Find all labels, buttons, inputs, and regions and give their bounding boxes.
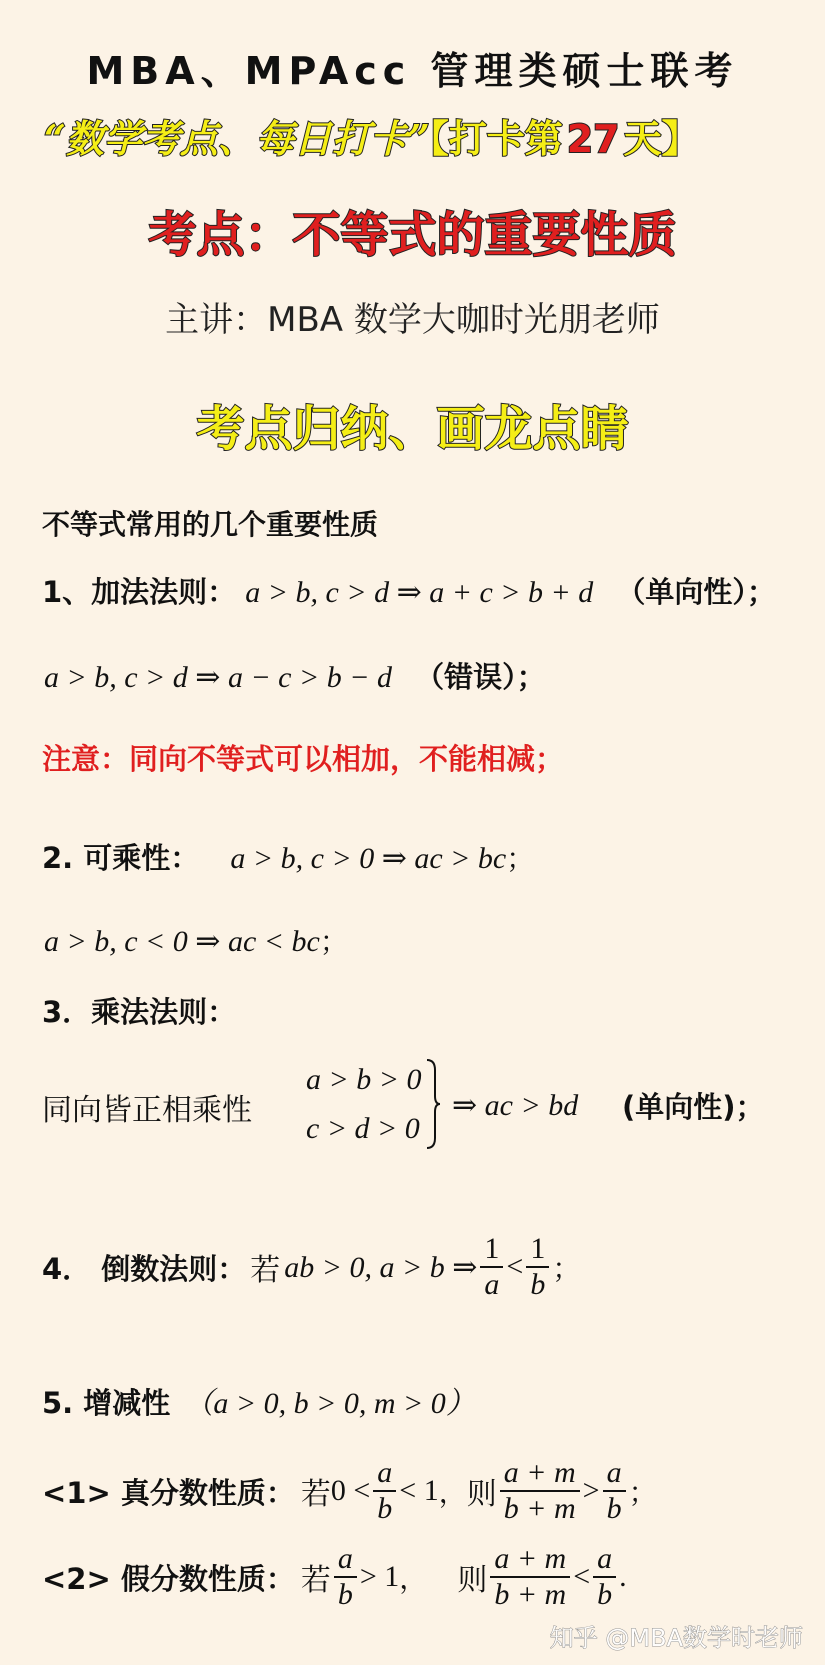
rule-2b-semicolon: ； — [319, 925, 348, 958]
rule-2-semicolon: ； — [506, 842, 535, 875]
rule-2-line — [42, 836, 534, 877]
fraction-denominator: b — [593, 1576, 616, 1612]
rule-4-if: 若 — [250, 1253, 281, 1288]
topic-title: 考点：不等式的重要性质 — [148, 207, 677, 263]
fraction-numerator: a — [377, 1456, 393, 1489]
rule-5b-comma: ， — [399, 1562, 428, 1595]
lecturer-line: 主讲：MBA 数学大咖时光朋老师 — [165, 300, 660, 340]
rule-1b-formula: a > b, c > d ⇒ a − c > b − d — [44, 661, 392, 694]
fraction-denominator: b — [334, 1576, 357, 1612]
rule-5-cond: （a > 0, b > 0, m > 0） — [183, 1387, 476, 1420]
rule-1b-line — [44, 655, 546, 696]
rule-5b-period: . — [619, 1560, 627, 1593]
right-brace — [425, 1058, 441, 1150]
rule-5a-comma: ， — [438, 1476, 467, 1509]
rule-5-label: 5. 增减性 — [42, 1386, 171, 1420]
fraction-numerator: 1 — [484, 1232, 500, 1265]
fraction-a-over-b — [593, 1542, 616, 1612]
rule-1-formula: a > b, c > d ⇒ a + c > b + d — [245, 576, 594, 609]
fraction-am-over-bm — [490, 1542, 570, 1612]
checkin-prefix: 【打卡第 — [429, 117, 563, 161]
rule-2b-line — [44, 920, 348, 960]
slogan-line — [44, 108, 700, 163]
rule-5b-line — [42, 1542, 627, 1612]
fraction-denominator: b + m — [490, 1576, 570, 1612]
rule-5b-label: <2> 假分数性质： — [42, 1561, 295, 1596]
rule-4-line — [42, 1232, 580, 1302]
checkin-day: 27 — [566, 117, 620, 161]
fraction-a-over-b — [603, 1456, 626, 1526]
rule-5a-if: 若 — [300, 1477, 331, 1512]
fraction-1-over-a — [480, 1232, 503, 1302]
rule-3-label: 3．乘法法则： — [42, 995, 237, 1029]
rule-5a-lt-one: < 1 — [399, 1474, 439, 1507]
fraction-denominator: b — [373, 1490, 396, 1526]
rule-1-line — [42, 570, 776, 611]
fraction-numerator: 1 — [530, 1232, 546, 1265]
rule-1-note: （单向性）； — [616, 575, 776, 609]
rule-5a-then: 则 — [466, 1477, 497, 1512]
rule-3-cond-2: c > d > 0 — [306, 1112, 420, 1145]
section-heading: 考点归纳、画龙点睛 — [196, 401, 629, 457]
less-than: < — [506, 1250, 524, 1283]
fraction-denominator: a — [480, 1266, 503, 1302]
fraction-numerator: a — [606, 1456, 622, 1489]
checkin-suffix: 天】 — [623, 117, 700, 161]
brace-shape — [425, 1058, 441, 1150]
rule-4-cond: ab > 0, a > b ⇒ — [284, 1250, 478, 1284]
fraction-am-over-bm — [500, 1456, 580, 1526]
rule-3-result: ⇒ ac > bd — [452, 1089, 579, 1122]
warning-text: 注意：同向不等式可以相加，不能相减； — [42, 742, 565, 776]
fraction-a-over-b — [334, 1542, 357, 1612]
rule-5b-gt-one: > 1 — [359, 1560, 400, 1593]
rule-1-label: 1、加法法则： — [42, 575, 237, 609]
rule-5a-zero: 0 < — [330, 1474, 371, 1507]
less-than: < — [573, 1560, 591, 1593]
rule-2b-formula: a > b, c < 0 ⇒ ac < bc — [44, 925, 320, 958]
rule-3-text: 同向皆正相乘性 — [42, 1093, 252, 1128]
rule-5a-label: <1> 真分数性质： — [42, 1475, 295, 1510]
rule-1b-note: （错误）； — [415, 660, 546, 694]
fraction-numerator: a + m — [494, 1542, 567, 1575]
fraction-a-over-b — [373, 1456, 396, 1526]
rule-3-cond-1: a > b > 0 — [306, 1063, 422, 1096]
header-title: MBA、MPAcc 管理类硕士联考 — [86, 49, 739, 93]
fraction-1-over-b — [526, 1232, 549, 1302]
fraction-numerator: a — [337, 1542, 353, 1575]
rule-5-line — [42, 1378, 476, 1422]
greater-than: > — [582, 1474, 600, 1507]
rule-3-note: (单向性)； — [622, 1090, 765, 1124]
rule-5b-if: 若 — [300, 1563, 331, 1598]
fraction-denominator: b — [603, 1490, 626, 1526]
intro-text: 不等式常用的几个重要性质 — [42, 508, 379, 541]
fraction-numerator: a — [597, 1542, 613, 1575]
rule-5a-line — [42, 1456, 657, 1526]
watermark: 知乎 @MBA数学时老师 — [549, 1624, 803, 1652]
rule-5a-semicolon: ； — [628, 1476, 657, 1509]
rule-2-formula: a > b, c > 0 ⇒ ac > bc — [230, 842, 507, 875]
fraction-denominator: b + m — [500, 1490, 580, 1526]
fraction-denominator: b — [526, 1266, 549, 1302]
rule-2-label: 2. 可乘性： — [42, 841, 200, 875]
rule-4-label: 4． 倒数法则： — [42, 1251, 247, 1286]
slogan-text: “数学考点、每日打卡” — [44, 116, 430, 161]
rule-4-semicolon: ； — [552, 1252, 581, 1285]
fraction-numerator: a + m — [503, 1456, 576, 1489]
rule-5b-then: 则 — [457, 1563, 488, 1598]
